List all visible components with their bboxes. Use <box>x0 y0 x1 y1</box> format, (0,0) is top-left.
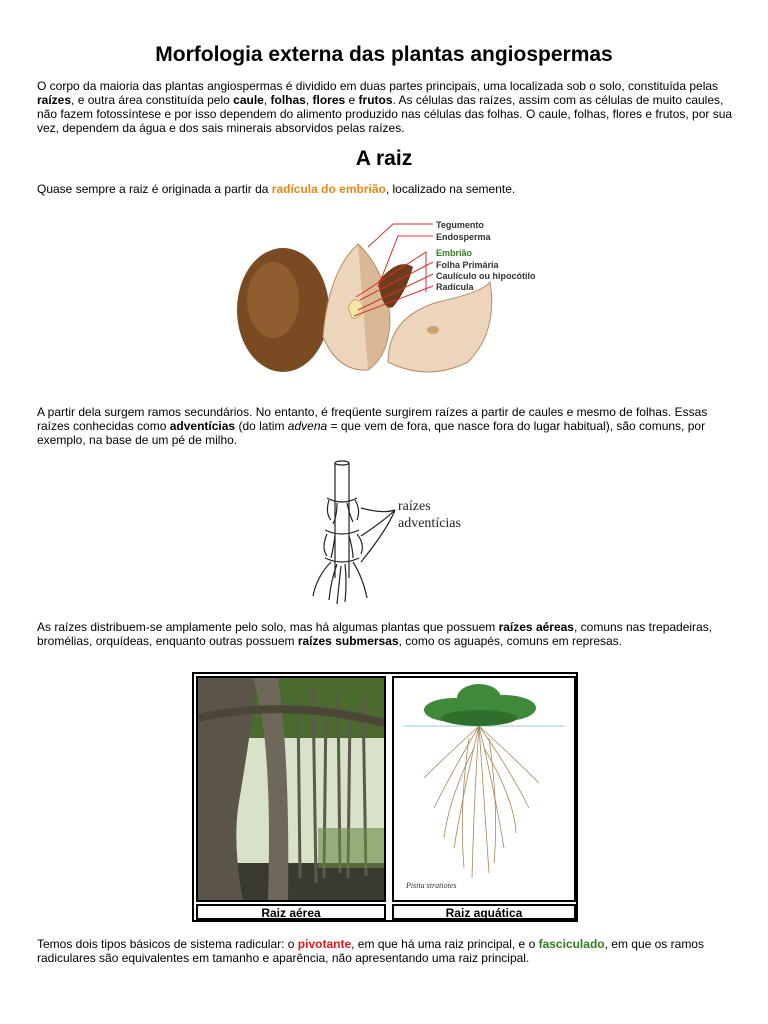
highlight-pivotante: pivotante <box>297 937 352 951</box>
seed-diagram <box>228 212 558 387</box>
intro-text: e <box>345 93 359 107</box>
label-cauliculo: Caulículo ou hipocótilo <box>436 271 536 281</box>
page-title: Morfologia externa das plantas angiospermas <box>155 43 613 66</box>
paragraph-text: Quase sempre a raiz é originada a partir da <box>37 182 272 196</box>
aquatic-root-photo <box>394 678 574 900</box>
label-endosperma: Endosperma <box>436 232 491 242</box>
label-tegumento: Tegumento <box>436 220 484 230</box>
aquatic-root-photo-cell <box>392 676 576 902</box>
aerial-root-photo <box>198 678 384 900</box>
highlight-radicula: radícula do embrião <box>271 182 386 196</box>
label-embriao: Embrião <box>436 248 473 258</box>
aerial-root-photo-cell <box>196 676 386 902</box>
paragraph-text: , como os aguapés, comuns em represas. <box>398 634 623 648</box>
paragraph-text: = que vem de fora, que nasce fora do lugar habitual), são comuns, por exemplo, na base de um pé de milho. <box>37 419 706 447</box>
caption-raiz-aerea: Raiz aérea <box>196 904 386 920</box>
paragraph-text: Temos dois tipos básicos de sistema radicular: o <box>37 937 298 951</box>
label-raizes: raízes <box>398 499 431 514</box>
radicle-paragraph <box>37 182 737 196</box>
bold-adventicias: adventícias <box>169 419 236 433</box>
intro-text: O corpo da maioria das plantas angiospermas é dividido em duas partes principais, uma localizada sob o solo, constituída pelas <box>37 79 719 93</box>
adventitious-paragraph <box>37 405 737 447</box>
italic-advena: advena <box>287 419 328 433</box>
stem-lines <box>313 461 395 604</box>
intro-text: , e outra área constituída pelo <box>71 93 234 107</box>
half-seed-mark <box>427 326 439 334</box>
section-title: A raiz <box>355 147 413 170</box>
root-systems-paragraph <box>37 937 737 965</box>
paragraph-text: (do latim <box>235 419 288 433</box>
label-radicula: Radícula <box>436 282 474 292</box>
highlight-fasciculado: fasciculado <box>538 937 605 951</box>
seed-highlight-shape <box>247 262 299 338</box>
paragraph-text: As raízes distribuem-se amplamente pelo solo, mas há algumas plantas que possuem <box>37 620 499 634</box>
label-folha-primaria: Folha Primária <box>436 260 499 270</box>
paragraph-text: , comuns nas trepadeiras, bromélias, orquídeas, enquanto outras possuem <box>37 620 713 648</box>
intro-bold-flores: flores <box>312 93 346 107</box>
intro-paragraph <box>37 79 737 135</box>
intro-bold-caule: caule <box>233 93 264 107</box>
intro-text: , <box>263 93 271 107</box>
intro-text: , <box>305 93 313 107</box>
intro-text: . As células das raízes, assim com as células de muito caules, não fazem fotossíntese e por isso dependem do alimento produzido nas células das folhas. O caule, folhas, flores e frutos, por sua vez, dependem da água e dos sais minerais absorvidos pelas raízes. <box>37 93 733 135</box>
paragraph-text: , em que há uma raiz principal, e o <box>351 937 539 951</box>
bold-raizes-aereas: raízes aéreas <box>498 620 574 634</box>
paragraph-text: , localizado na semente. <box>385 182 516 196</box>
adventitious-roots-drawing <box>295 458 480 608</box>
bold-raizes-submersas: raízes submersas <box>297 634 399 648</box>
caption-raiz-aquatica: Raiz aquática <box>392 904 576 920</box>
intro-bold-folhas: folhas <box>270 93 306 107</box>
paragraph-text: A partir dela surgem ramos secundários. No entanto, é freqüente surgirem raízes a partir de caules e mesmo de folhas. Essas raízes conhecidas como <box>37 405 708 433</box>
half-seed-shape <box>388 282 492 372</box>
species-inscription: Pistia stratiotes <box>406 881 457 890</box>
paragraph-text: , em que os ramos radiculares são equivalentes em tamanho e aparência, não apresentando uma raiz principal. <box>37 937 704 965</box>
aerial-aquatic-paragraph <box>37 620 737 648</box>
intro-bold-raizes: raízes <box>37 93 72 107</box>
root-photos-table <box>192 672 578 922</box>
intro-bold-frutos: frutos <box>358 93 393 107</box>
label-adventicias: adventícias <box>398 516 461 531</box>
